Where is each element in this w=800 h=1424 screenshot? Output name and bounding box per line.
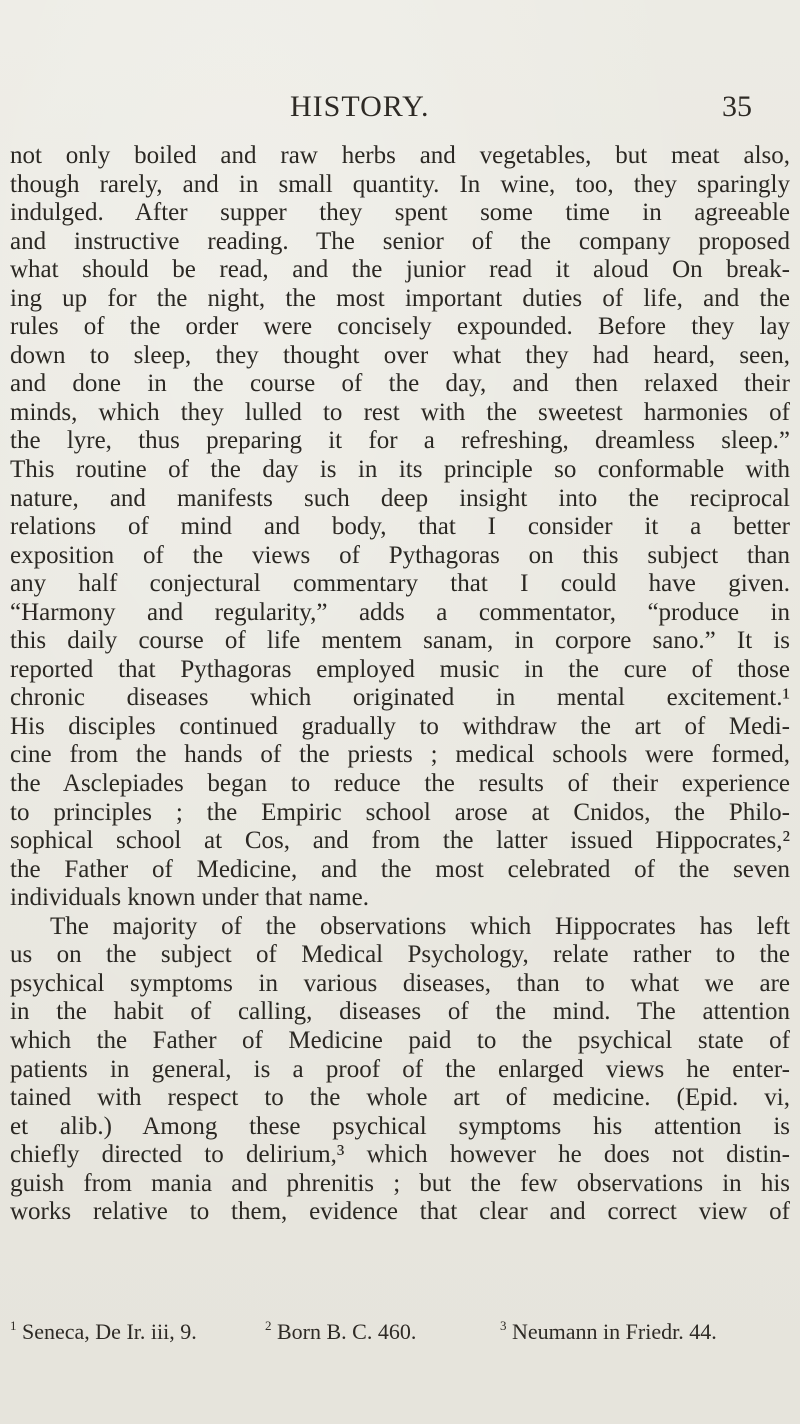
- text-line: relations of mind and body, that I consider it a better: [10, 513, 790, 541]
- text-line: nature, and manifests such deep insight into the reciprocal: [10, 484, 790, 512]
- text-line: The majority of the observations which Hippocrates has left: [50, 912, 790, 940]
- footnote-marker: 2: [265, 1318, 272, 1333]
- text-line: to principles ; the Empiric school arose at Cnidos, the Philo-: [10, 798, 790, 826]
- text-line: reported that Pythagoras employed music in the cure of those: [10, 655, 790, 683]
- text-line: indulged. After supper they spent some time in agreeable: [10, 199, 790, 227]
- text-line: minds, which they lulled to rest with the sweetest harmonies of: [10, 398, 790, 426]
- footnote-marker: 3: [500, 1318, 507, 1333]
- text-line: ing up for the night, the most important duties of life, and the: [10, 284, 790, 312]
- text-line: in the habit of calling, diseases of the mind. The attention: [10, 998, 790, 1026]
- text-line: any half conjectural commentary that I could have given.: [10, 570, 790, 598]
- text-line: not only boiled and raw herbs and vegetables, but meat also,: [10, 142, 790, 169]
- footnote-text: Born B. C. 460.: [277, 1319, 417, 1344]
- page-number: 35: [722, 90, 752, 123]
- footnote-1: [10, 1318, 197, 1345]
- body-text: [10, 142, 790, 1227]
- text-line: chronic diseases which originated in mental excitement.¹: [10, 684, 790, 712]
- text-line: works relative to them, evidence that clear and correct view of: [10, 1198, 790, 1226]
- text-line: and done in the course of the day, and then relaxed their: [10, 370, 790, 398]
- text-line: tained with respect to the whole art of medicine. (Epid. vi,: [10, 1084, 790, 1112]
- text-line: patients in general, is a proof of the enlarged views he enter-: [10, 1055, 790, 1083]
- text-line: though rarely, and in small quantity. In wine, too, they sparingly: [10, 170, 790, 198]
- footnotes: [10, 1318, 790, 1348]
- text-line: This routine of the day is in its principle so conformable with: [10, 456, 790, 484]
- text-line: chiefly directed to delirium,³ which however he does not distin-: [10, 1141, 790, 1169]
- text-line: individuals known under that name.: [10, 884, 369, 912]
- text-line: sophical school at Cos, and from the latter issued Hippocrates,²: [10, 827, 790, 855]
- text-line: et alib.) Among these psychical symptoms his attention is: [10, 1112, 790, 1140]
- text-line: and instructive reading. The senior of the company proposed: [10, 227, 790, 255]
- text-line: the lyre, thus preparing it for a refreshing, dreamless sleep.”: [10, 427, 790, 455]
- text-line: this daily course of life mentem sanam, in corpore sano.” It is: [10, 627, 790, 655]
- footnote-marker: 1: [10, 1318, 17, 1333]
- text-line: us on the subject of Medical Psychology, relate rather to the: [10, 941, 790, 969]
- running-head: [0, 90, 800, 130]
- text-line: guish from mania and phrenitis ; but the few observations in his: [10, 1169, 790, 1197]
- text-line: “Harmony and regularity,” adds a commentator, “produce in: [10, 598, 790, 626]
- text-line: down to sleep, they thought over what they had heard, seen,: [10, 341, 790, 369]
- text-line: cine from the hands of the priests ; medical schools were formed,: [10, 741, 790, 769]
- text-line: the Asclepiades began to reduce the results of their experience: [10, 770, 790, 798]
- footnote-3: [500, 1318, 717, 1345]
- text-line: psychical symptoms in various diseases, than to what we are: [10, 969, 790, 997]
- running-title: HISTORY.: [290, 90, 430, 123]
- footnote-text: Seneca, De Ir. iii, 9.: [22, 1319, 197, 1344]
- text-line: the Father of Medicine, and the most celebrated of the seven: [10, 855, 790, 883]
- text-line: which the Father of Medicine paid to the psychical state of: [10, 1026, 790, 1054]
- footnote-text: Neumann in Friedr. 44.: [512, 1319, 717, 1344]
- text-line: rules of the order were concisely expounded. Before they lay: [10, 313, 790, 341]
- text-line: exposition of the views of Pythagoras on this subject than: [10, 541, 790, 569]
- footnote-2: [265, 1318, 416, 1345]
- text-line: His disciples continued gradually to withdraw the art of Medi-: [10, 712, 790, 740]
- text-line: what should be read, and the junior read it aloud On break-: [10, 256, 790, 284]
